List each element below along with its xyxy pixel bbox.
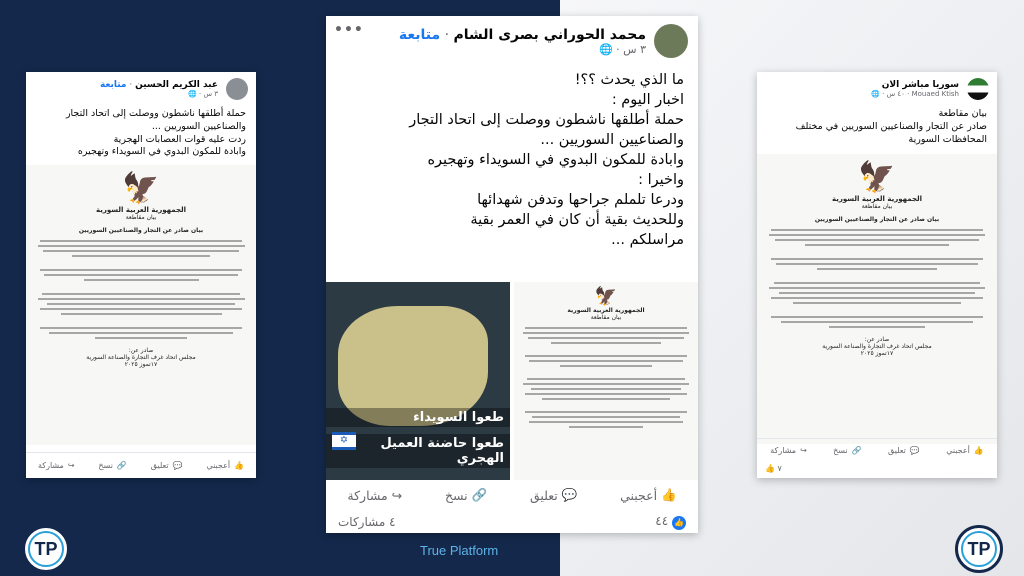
thumbs-up-icon: 👍 (234, 461, 245, 470)
footer-brand: True Platform (420, 543, 499, 558)
copy-button[interactable]: 🔗 نسخ (98, 461, 127, 470)
copy-button[interactable]: 🔗 نسخ (444, 487, 488, 503)
reaction-count[interactable]: ٧ 👍 (765, 464, 782, 473)
doc-signature-org: مجلس اتحاد غرف التجارة والصناعة السورية (822, 343, 932, 351)
post-text-line: بيان مقاطعة (938, 108, 987, 119)
post-text (26, 100, 256, 159)
doc-subtitle: بيان مقاطعة (590, 314, 622, 321)
post-text-line: حملة أطلقها ناشطون ووصلت إلى اتحاد التجار والصناعيين السوريين ... (65, 108, 246, 132)
eagle-emblem-icon: 🦅 (594, 286, 618, 307)
comment-button[interactable]: 💬 تعليق (529, 487, 578, 503)
post-text-line: صادر عن التجار والصناعيين السوريين في مختلف المحافظات السورية (795, 120, 987, 145)
link-icon: 🔗 (116, 461, 127, 470)
post-time[interactable]: ٣ س · (616, 42, 646, 56)
author-name[interactable]: محمد الحوراني بصرى الشام (453, 26, 646, 43)
eagle-emblem-icon: 🦅 (858, 160, 896, 196)
statement-image[interactable] (514, 282, 698, 480)
more-options-icon[interactable]: ••• (334, 22, 364, 38)
doc-signature: صادر عن: (864, 336, 890, 344)
true-platform-logo: TP (955, 525, 1003, 573)
post-card-middle (326, 16, 698, 533)
post-text-line: حملة أطلقها ناشطون ووصلت إلى اتحاد التجار والصناعيين السوريين ... (409, 112, 684, 148)
like-reaction-icon: 👍 (765, 464, 775, 473)
share-button[interactable]: ↪ مشاركة (347, 487, 403, 503)
post-text-line: وللحديث بقية أن كان في العمر بقية (470, 212, 684, 228)
avatar[interactable] (226, 78, 248, 100)
author-name[interactable]: عبد الكريم الحسين (135, 80, 218, 90)
doc-date: ١٧تموز ٢٠٢٥ (860, 350, 894, 358)
thumbs-up-icon: 👍 (661, 487, 677, 502)
globe-icon: 🌐 (871, 90, 880, 98)
post-card-left (26, 72, 256, 478)
action-bar (326, 480, 698, 510)
doc-date: ١٧تموز ٢٠٢٥ (124, 361, 158, 369)
share-icon: ↪ (391, 487, 403, 503)
post-text-line: ودرعا تلملم جراحها وتدفن شهدائها (477, 192, 684, 208)
post-text-line: ما الذي يحدث ؟؟! (574, 72, 684, 88)
copy-button[interactable]: 🔗 نسخ (833, 446, 862, 455)
doc-subtitle: بيان مقاطعة (861, 203, 893, 211)
comment-button[interactable]: 💬 تعليق (150, 461, 183, 470)
post-text-line: مراسلكم ... (611, 232, 684, 248)
engagement-row (326, 510, 698, 533)
reaction-count[interactable]: 👍 ٤٤ (655, 514, 686, 530)
share-icon: ↪ (800, 446, 807, 455)
doc-heading: بيان صادر عن التجار والصناعيين السوريين (814, 216, 940, 224)
map-image[interactable] (326, 282, 510, 480)
post-text-line: اخبار اليوم : (611, 92, 684, 108)
doc-title: الجمهورية العربية السورية (95, 206, 187, 215)
statement-image[interactable] (757, 154, 997, 444)
star-of-david-flag-icon: ✡ (332, 432, 356, 450)
like-button[interactable]: 👍 أعجبني (620, 487, 677, 503)
thumbs-up-icon: 👍 (973, 446, 984, 455)
statement-image[interactable] (26, 165, 256, 445)
like-reaction-icon: 👍 (672, 516, 686, 530)
post-header: محمد الحوراني بصرى الشام · متابعة ٣ س · 🌐 ••• (326, 16, 698, 58)
share-count[interactable]: ٤ مشاركات (338, 514, 396, 529)
globe-icon: 🌐 (598, 42, 613, 56)
doc-heading: بيان صادر عن التجار والصناعيين السوريين (78, 227, 204, 235)
avatar[interactable] (654, 24, 688, 58)
doc-body (514, 327, 698, 428)
share-button[interactable]: ↪ مشاركة (37, 461, 75, 470)
sub-author[interactable]: Mouaed Ktish (911, 90, 959, 98)
doc-signature-org: مجلس اتحاد غرف التجارة والصناعة السورية (86, 354, 196, 362)
doc-title: الجمهورية العربية السورية (567, 307, 645, 314)
action-bar (757, 438, 997, 462)
map-caption: طعوا حاضنة العميل الهجري (326, 434, 510, 468)
doc-title: الجمهورية العربية السورية (831, 195, 923, 204)
map-caption: طعوا السويداء (326, 408, 510, 427)
link-icon: 🔗 (851, 446, 862, 455)
doc-body (26, 240, 256, 339)
comment-icon: 💬 (909, 446, 920, 455)
share-button[interactable]: ↪ مشاركة (770, 446, 807, 455)
follow-link[interactable]: متابعة (99, 80, 127, 90)
post-header: عبد الكريم الحسين · متابعة ٣ س · 🌐 (26, 72, 256, 100)
post-text-line: ردت عليه قوات العصابات الهجرية (113, 133, 246, 145)
globe-icon: 🌐 (188, 90, 197, 98)
like-button[interactable]: 👍 أعجبني (206, 461, 245, 470)
post-card-right (757, 72, 997, 478)
comment-icon: 💬 (561, 487, 578, 502)
post-text-line: وابادة للمكون البدوي في السويداء وتهجيره (427, 152, 684, 168)
avatar[interactable] (967, 78, 989, 100)
doc-body (757, 229, 997, 328)
link-icon: 🔗 (471, 487, 488, 502)
post-header: سوريا مباشر الان Mouaed Ktish · ٤٠ س · 🌐 (757, 72, 997, 100)
post-text-line: وابادة للمكون البدوي في السويداء وتهجيره (77, 146, 246, 158)
true-platform-logo: TP (22, 525, 70, 573)
action-bar (26, 452, 256, 478)
post-time[interactable]: ٣ س · (199, 90, 218, 98)
doc-signature: صادر عن: (128, 347, 154, 355)
post-time[interactable]: ٤٠ س · (882, 90, 905, 98)
author-name[interactable]: سوريا مباشر الان (881, 80, 959, 90)
eagle-emblem-icon: 🦅 (122, 171, 160, 207)
like-button[interactable]: 👍 أعجبني (946, 446, 984, 455)
doc-subtitle: بيان مقاطعة (125, 214, 157, 222)
post-text-line: واخيرا : (638, 172, 684, 188)
comment-button[interactable]: 💬 تعليق (888, 446, 920, 455)
share-icon: ↪ (67, 461, 75, 470)
comment-icon: 💬 (172, 461, 183, 470)
follow-link[interactable]: متابعة (398, 26, 441, 43)
post-text (757, 100, 997, 146)
post-text (326, 58, 698, 250)
